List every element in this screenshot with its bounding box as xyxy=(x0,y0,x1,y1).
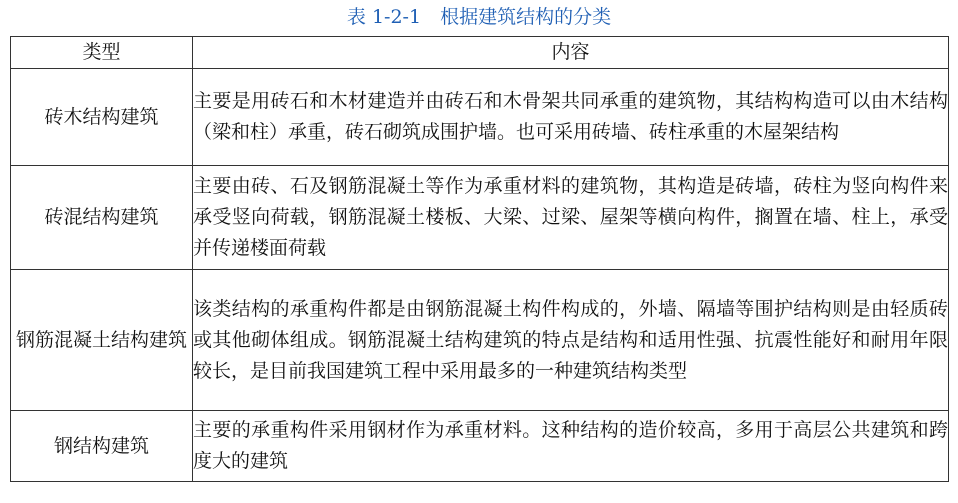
table-caption: 表 1-2-1 根据建筑结构的分类 xyxy=(346,6,612,28)
table-row xyxy=(11,411,949,482)
header-type: 类型 xyxy=(11,37,193,69)
row-type-cell: 砖混结构建筑 xyxy=(11,166,193,270)
row-content-cell: 主要的承重构件采用钢材作为承重材料。这种结构的造价较高，多用于高层公共建筑和跨度大的建筑 xyxy=(193,411,949,482)
row-content-cell: 主要是用砖石和木材建造并由砖石和木骨架共同承重的建筑物，其结构构造可以由木结构（梁和柱）承重，砖石砌筑成围护墙。也可采用砖墙、砖柱承重的木屋架结构 xyxy=(193,69,949,166)
row-type-cell: 砖木结构建筑 xyxy=(11,69,193,166)
row-content-cell: 该类结构的承重构件都是由钢筋混凝土构件构成的，外墙、隔墙等围护结构则是由轻质砖或其他砌体组成。钢筋混凝土结构建筑的特点是结构和适用性强、抗震性能好和耐用年限较长，是目前我国建筑工程中采用最多的一种建筑结构类型 xyxy=(193,270,949,411)
row-content-cell: 主要由砖、石及钢筋混凝土等作为承重材料的建筑物，其构造是砖墙，砖柱为竖向构件来承受竖向荷载，钢筋混凝土楼板、大梁、过梁、屋架等横向构件，搁置在墙、柱上，承受并传递楼面荷载 xyxy=(193,166,949,270)
row-type-cell: 钢结构建筑 xyxy=(11,411,193,482)
classification-table xyxy=(10,36,949,482)
table-row xyxy=(11,270,949,411)
row-type-cell: 钢筋混凝土结构建筑 xyxy=(11,270,193,411)
table-row xyxy=(11,69,949,166)
table-row xyxy=(11,166,949,270)
table-header-row xyxy=(11,37,949,69)
header-content: 内容 xyxy=(193,37,949,69)
